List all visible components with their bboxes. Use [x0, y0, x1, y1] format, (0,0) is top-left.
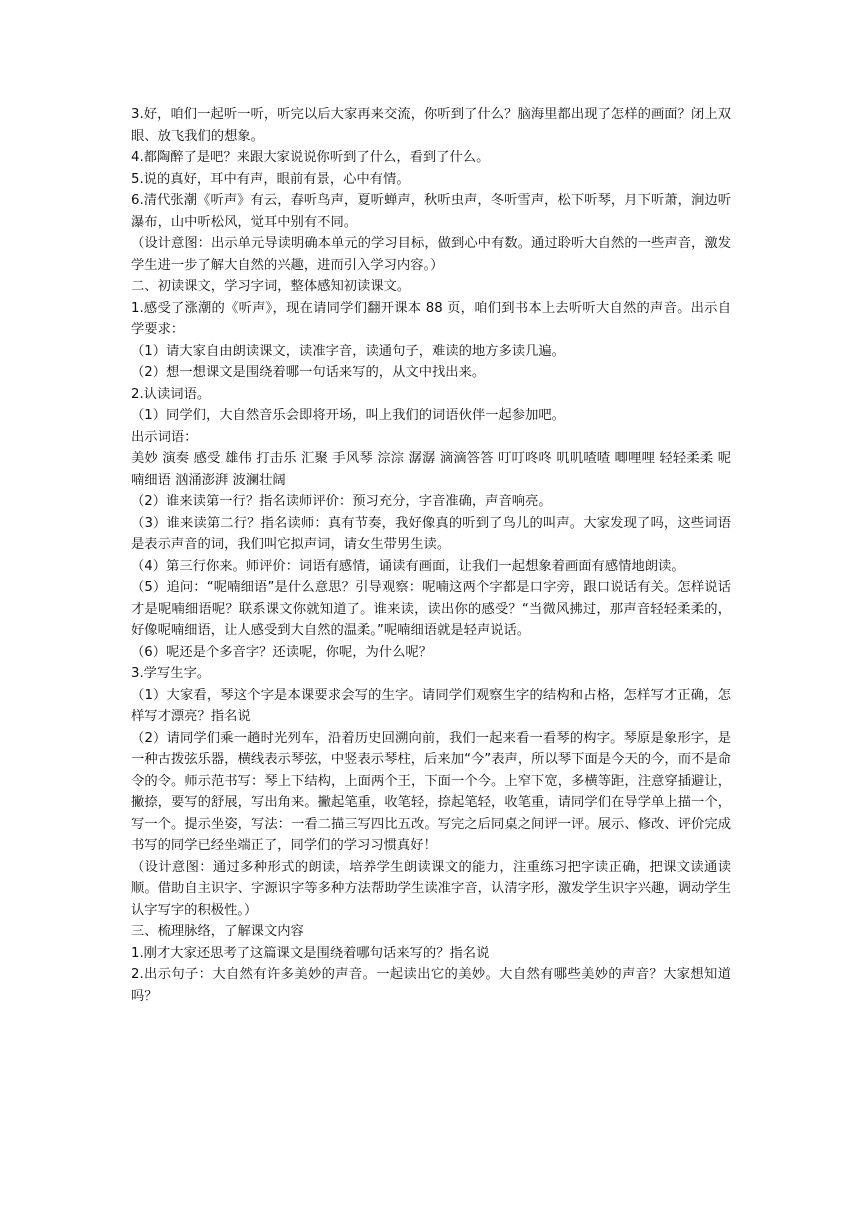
paragraph-step-5: 5.说的真好，耳中有声，眼前有景，心中有情。 — [131, 171, 410, 187]
design-intent-1: （设计意图：出示单元导读明确本单元的学习目标，做到心中有数。通过聆听大自然的一些声音，激发学生进一步了解大自然的兴趣，进而引入学习内容。） — [131, 236, 731, 273]
paragraph-3-1: 1.刚才大家还思考了这篇课文是围绕着哪句话来写的？指名说 — [131, 945, 490, 961]
lesson-plan-text — [131, 104, 731, 1007]
paragraph-2-2: 2.认读词语。 — [131, 386, 211, 402]
paragraph-2-2-4: （4）第三行你来。师评价：词语有感情，诵读有画面，让我们一起想象着画面有感情地朗读。 — [131, 558, 685, 574]
paragraph-2-3-2: （2）请同学们乘一趟时光列车，沿着历史回溯向前，我们一起来看一看琴的构字。琴原是象形字，是一种古拨弦乐器，横线表示琴弦，中竖表示琴柱，后来加“今”表声，所以琴下面是今天的今，而不是命令的令。师示范书写：琴上下结构，上面两个王，下面一个今。上窄下宽，多横等距，注意穿插避让，撇捺，要写的舒展，写出角来。撇起笔重，收笔轻，捺起笔轻，收笔重，请同学们在导学单上描一个，写一个。提示坐姿，写法：一看二描三写四比五改。写完之后同桌之间评一评。展示、修改、评价完成书写的同学已经坐端正了，同学们的学习习惯真好！ — [131, 730, 731, 853]
section-heading-2: 二、初读课文，学习字词，整体感知初读课文。 — [131, 279, 411, 294]
paragraph-2-2-5: （5）追问：“呢喃细语”是什么意思？引导观察：呢喃这两个字都是口字旁，跟口说话有关。怎样说话才是呢喃细语呢？联系课文你就知道了。谁来读，读出你的感受？“当微风拂过，那声音轻轻柔柔的，好像呢喃细语，让人感受到大自然的温柔。”呢喃细语就是轻声说话。 — [131, 580, 731, 638]
paragraph-2-1-a: （1）请大家自由朗读课文，读准字音，读通句子，难读的地方多读几遍。 — [131, 343, 565, 359]
paragraph-2-2-6: （6）呢还是个多音字？还读呢，你呢，为什么呢？ — [131, 644, 432, 660]
paragraph-2-1: 1.感受了涨潮的《听声》，现在请同学们翻开课本 88 页，咱们到书本上去听听大自然的声音。出示自学要求： — [131, 300, 731, 337]
paragraph-3-2: 2.出示句子：大自然有许多美妙的声音。一起读出它的美妙。大自然有哪些美妙的声音？大家想知道吗？ — [131, 967, 731, 1004]
paragraph-2-1-b: （2）想一想课文是围绕着哪一句话来写的，从文中找出来。 — [131, 365, 486, 380]
word-list: 美妙 演奏 感受 雄伟 打击乐 汇聚 手风琴 淙淙 潺潺 滴滴答答 叮叮咚咚 叽叽喳喳 唧哩哩 轻轻柔柔 呢喃细语 汹涌澎湃 波澜壮阔 — [131, 451, 731, 488]
paragraph-2-2-2: （2）谁来读第一行？指名读师评价：预习充分，字音准确，声音响亮。 — [131, 494, 552, 509]
section-heading-3: 三、梳理脉络，了解课文内容 — [131, 924, 304, 939]
paragraph-2-3-1: （1）大家看，琴这个字是本课要求会写的生字。请同学们观察生字的结构和占格，怎样写才正确，怎样写才漂亮？指名说 — [131, 687, 731, 724]
paragraph-2-2-3: （3）谁来读第二行？指名读师：真有节奏，我好像真的听到了鸟儿的叫声。大家发现了吗，这些词语是表示声音的词，我们叫它拟声词，请女生带男生读。 — [131, 515, 731, 552]
paragraph-step-3: 3.好，咱们一起听一听，听完以后大家再来交流，你听到了什么？脑海里都出现了怎样的画面？闭上双眼、放飞我们的想象。 — [131, 107, 731, 144]
paragraph-step-4: 4.都陶醉了是吧？来跟大家说说你听到了什么，看到了什么。 — [131, 150, 490, 165]
word-list-label: 出示词语： — [131, 429, 198, 445]
design-intent-2: （设计意图：通过多种形式的朗读，培养学生朗读课文的能力，注重练习把字读正确，把课文读通读顺。借助自主识字、字源识字等多种方法帮助学生读准字音，认清字形，激发学生识字兴趣，调动学生认字写字的积极性。） — [131, 859, 731, 918]
paragraph-step-6: 6.清代张潮《听声》有云，春听鸟声，夏听蝉声，秋听虫声，冬听雪声，松下听琴，月下听萧，涧边听瀑布，山中听松风，觉耳中别有不同。 — [131, 193, 731, 230]
paragraph-2-3: 3.学写生字。 — [131, 666, 211, 681]
paragraph-2-2-1: （1）同学们，大自然音乐会即将开场，叫上我们的词语伙伴一起参加吧。 — [131, 408, 565, 423]
